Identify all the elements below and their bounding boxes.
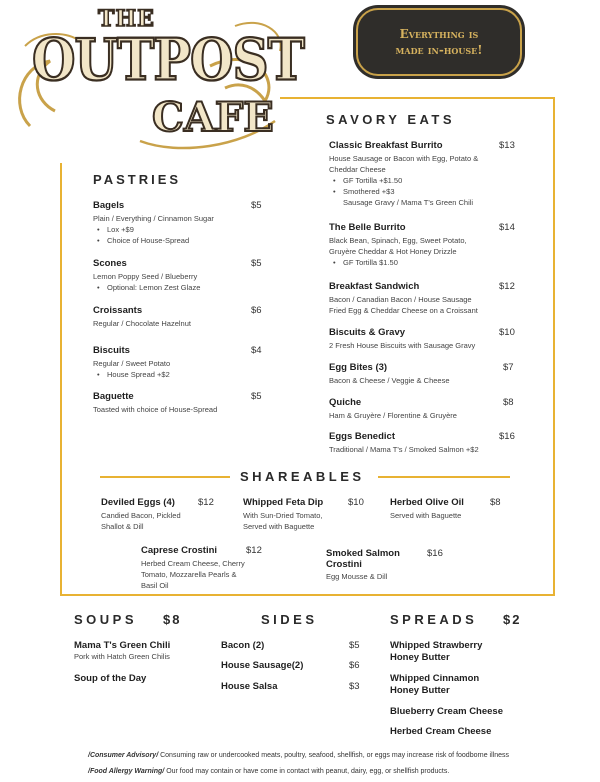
item-option: • Optional: Lemon Zest Glaze bbox=[93, 282, 265, 293]
item-price: $8 bbox=[503, 397, 514, 408]
item-name: Eggs Benedict bbox=[329, 431, 395, 442]
item-desc: Candied Bacon, Pickled bbox=[101, 511, 181, 520]
menu-item bbox=[329, 397, 517, 421]
menu-item bbox=[93, 391, 265, 415]
item-option: • GF Tortilla +$1.50 bbox=[329, 175, 517, 186]
item-price: $16 bbox=[499, 431, 515, 442]
menu-item bbox=[329, 431, 517, 455]
menu-item bbox=[93, 200, 265, 246]
soups-price: $8 bbox=[163, 612, 182, 627]
item-option: • Choice of House-Spread bbox=[93, 235, 265, 246]
menu-item bbox=[243, 497, 373, 532]
item-price: $12 bbox=[246, 545, 262, 556]
item-name: Bacon (2) bbox=[221, 640, 265, 651]
item-price: $8 bbox=[490, 497, 501, 508]
item-price: $5 bbox=[349, 640, 360, 651]
item-desc: Plain / Everything / Cinnamon Sugar bbox=[93, 214, 214, 223]
item-name: Breakfast Sandwich bbox=[329, 281, 420, 292]
menu-item bbox=[221, 660, 366, 671]
item-desc: Pork with Hatch Green Chilis bbox=[74, 652, 170, 661]
item-name: Soup of the Day bbox=[74, 673, 147, 684]
logo-outpost: OUTPOST bbox=[32, 25, 304, 94]
item-desc: Regular / Chocolate Hazelnut bbox=[93, 319, 191, 328]
advisory-label: /Consumer Advisory/ bbox=[88, 752, 159, 759]
item-name: House Salsa bbox=[221, 681, 278, 692]
frame-bottom-line bbox=[60, 594, 555, 596]
item-name: Quiche bbox=[329, 397, 362, 408]
item-desc: Toasted with choice of House-Spread bbox=[93, 405, 218, 414]
item-desc: Egg Mousse & Dill bbox=[326, 572, 388, 581]
menu-item bbox=[326, 548, 451, 582]
item-desc: Gruyère Cheddar & Hot Honey Drizzle bbox=[329, 247, 457, 256]
advisory-text: Consuming raw or undercooked meats, poultry, seafood, shellfish, or eggs may increase risk of foodborne illness bbox=[160, 752, 509, 759]
item-name: Smoked Salmon bbox=[326, 548, 400, 559]
menu-item bbox=[221, 681, 366, 692]
item-desc: Fried Egg & Cheddar Cheese on a Croissant bbox=[329, 306, 478, 315]
badge-line-2: made in-house! bbox=[395, 43, 483, 57]
item-desc: Ham & Gruyère / Florentine & Gruyère bbox=[329, 411, 457, 420]
frame-right-line bbox=[553, 97, 555, 594]
item-price: $13 bbox=[499, 140, 515, 151]
menu-item bbox=[93, 305, 265, 329]
shareables-rule-right bbox=[378, 476, 510, 478]
menu-item bbox=[329, 140, 517, 208]
item-option: • House Spread +$2 bbox=[93, 369, 265, 380]
item-name: Herbed Olive Oil bbox=[390, 497, 464, 508]
item-price: $10 bbox=[499, 327, 515, 338]
item-price: $6 bbox=[251, 305, 262, 316]
item-desc: Basil Oil bbox=[141, 581, 169, 590]
menu-item bbox=[221, 640, 366, 651]
item-desc: Cheddar Cheese bbox=[329, 165, 386, 174]
item-desc: Served with Baguette bbox=[390, 511, 462, 520]
item-name: Classic Breakfast Burrito bbox=[329, 140, 443, 151]
spreads-heading: SPREADS bbox=[390, 612, 478, 627]
item-desc: With Sun-Dried Tomato, bbox=[243, 511, 323, 520]
badge-line-1: Everything is bbox=[399, 27, 479, 41]
item-price: $4 bbox=[251, 345, 262, 356]
menu-item bbox=[390, 497, 505, 521]
shareables-rule-left bbox=[100, 476, 230, 478]
item-price: $14 bbox=[499, 222, 515, 233]
item-option: • GF Tortilla $1.50 bbox=[329, 257, 517, 268]
item-name: Egg Bites (3) bbox=[329, 362, 388, 373]
shareables-heading: SHAREABLES bbox=[240, 469, 365, 484]
item-desc: Black Bean, Spinach, Egg, Sweet Potato, bbox=[329, 236, 467, 245]
item-option-detail: Sausage Gravy / Mama T's Green Chili bbox=[343, 198, 474, 207]
menu-item bbox=[329, 281, 517, 316]
item-option: • Smothered +$3 bbox=[329, 186, 517, 197]
menu-item bbox=[93, 258, 265, 293]
spread-item: Blueberry Cream Cheese bbox=[390, 706, 503, 717]
menu-item bbox=[101, 497, 231, 532]
item-name: House Sausage(2) bbox=[221, 660, 304, 671]
item-price: $7 bbox=[503, 362, 514, 373]
item-desc: 2 Fresh House Biscuits with Sausage Gravy bbox=[329, 341, 476, 350]
item-price: $10 bbox=[348, 497, 364, 508]
item-price: $12 bbox=[198, 497, 214, 508]
item-desc: Lemon Poppy Seed / Blueberry bbox=[93, 272, 198, 281]
spread-item: Herbed Cream Cheese bbox=[390, 726, 492, 737]
item-name: Biscuits & Gravy bbox=[329, 327, 406, 338]
allergy-text: Our food may contain or have come in contact with peanut, dairy, egg, or shellfish products. bbox=[166, 768, 450, 775]
menu-item bbox=[93, 345, 265, 380]
consumer-advisory bbox=[88, 752, 598, 759]
menu-item bbox=[329, 327, 517, 351]
menu-item bbox=[74, 640, 224, 662]
item-desc: Tomato, Mozzarella Pearls & bbox=[141, 570, 237, 579]
item-price: $6 bbox=[349, 660, 360, 671]
in-house-badge bbox=[356, 8, 522, 76]
item-name: Biscuits bbox=[93, 345, 130, 356]
savory-eats-heading: SAVORY EATS bbox=[326, 112, 456, 127]
item-desc: Bacon & Cheese / Veggie & Cheese bbox=[329, 376, 450, 385]
item-desc: Regular / Sweet Potato bbox=[93, 359, 171, 368]
menu-item bbox=[141, 545, 271, 591]
sides-heading: SIDES bbox=[261, 612, 318, 627]
spread-item: Whipped Cinnamon bbox=[390, 673, 480, 684]
item-desc: Served with Baguette bbox=[243, 522, 315, 531]
logo-the: THE bbox=[98, 6, 155, 32]
item-price: $5 bbox=[251, 200, 262, 211]
item-price: $16 bbox=[427, 548, 443, 559]
item-name: The Belle Burrito bbox=[329, 222, 406, 233]
item-name: Whipped Feta Dip bbox=[243, 497, 324, 508]
menu-item bbox=[329, 362, 517, 386]
item-price: $5 bbox=[251, 391, 262, 402]
item-name: Scones bbox=[93, 258, 127, 269]
spreads-list bbox=[390, 640, 550, 738]
allergy-label: /Food Allergy Warning/ bbox=[88, 768, 165, 775]
allergy-warning bbox=[88, 768, 598, 775]
spread-item: Honey Butter bbox=[390, 685, 450, 696]
pastries-heading: PASTRIES bbox=[93, 172, 182, 187]
soups-heading: SOUPS bbox=[74, 612, 138, 627]
item-name-line-2: Crostini bbox=[326, 559, 362, 570]
item-desc: Traditional / Mama T's / Smoked Salmon +$2 bbox=[329, 445, 479, 454]
item-name: Caprese Crostini bbox=[141, 545, 218, 556]
frame-left-line bbox=[60, 163, 62, 594]
item-name: Mama T's Green Chili bbox=[74, 640, 171, 651]
spread-item: Honey Butter bbox=[390, 652, 450, 663]
frame-top-line bbox=[280, 97, 555, 99]
item-name: Bagels bbox=[93, 200, 125, 211]
item-desc: Shallot & Dill bbox=[101, 522, 144, 531]
item-price: $12 bbox=[499, 281, 515, 292]
item-price: $3 bbox=[349, 681, 360, 692]
item-name: Croissants bbox=[93, 305, 143, 316]
item-price: $5 bbox=[251, 258, 262, 269]
spreads-price: $2 bbox=[503, 612, 522, 627]
item-desc: Bacon / Canadian Bacon / House Sausage bbox=[329, 295, 472, 304]
item-desc: House Sausage or Bacon with Egg, Potato & bbox=[329, 154, 479, 163]
item-name: Deviled Eggs (4) bbox=[101, 497, 175, 508]
spread-item: Whipped Strawberry bbox=[390, 640, 483, 651]
logo-cafe: CAFE bbox=[152, 94, 274, 141]
item-name: Baguette bbox=[93, 391, 134, 402]
item-option: • Lox +$9 bbox=[93, 224, 265, 235]
cafe-logo bbox=[10, 6, 304, 156]
item-desc: Herbed Cream Cheese, Cherry bbox=[141, 559, 245, 568]
menu-item bbox=[329, 222, 517, 268]
